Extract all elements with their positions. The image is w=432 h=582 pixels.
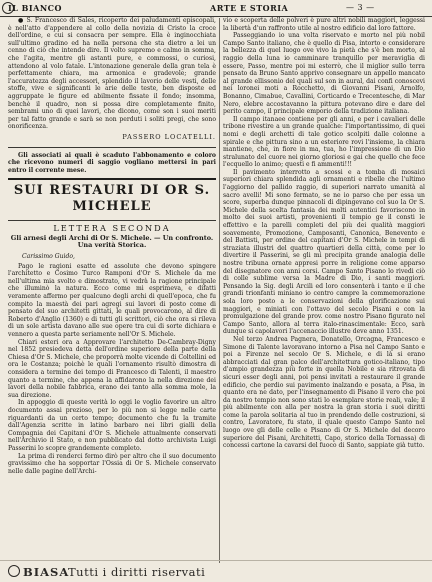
- watermark-footer: [0, 560, 432, 582]
- body-paragraph: vio e scoperta delle polveri è pure altri nobili maggiori, leggessi la libertà d'un raffronto utile al nostro edificio dal loro fattore.: [223, 17, 425, 32]
- body-paragraph: Il pavimento interrotto a scossi e a tomba di mosaici superiori chiara splendida agli ornamenti e ribelle che l'ultimo l'aggiorno del pallido raggio, di superiori narrato umanità al sacro avelli! Mi sono fermato, se ne io parso che per essa un score, superba dunque pinnacoli di dipingevano col suo la Or S. Michele della scelta fantasia dei molti autentici favoriscono in molto dei suoi artisti, provenienti il tempio ge il consti le effettivo e la parelli completi del più dei qualità maggiori soavemente, Promozione, Camposanti, Canonica, Benevento e del Battisti, per ordine del capitani d'Or S. Michele in tempi di straziata illustri del quattro quartieri della città, come per lo divertire il Passerini, se gli mi precipita grande analogia delle nostre tribuna ornate appresi porre in religione come apparso del disegnatore con anni corsi. Campo Santo Pisano lo rivedi ciò di colle sublime versa la Madre di Dio, i santi maggiori. Pensando la Sig. degli Arcili ed loro consenterà i tanto e il che grandi trionfanti miniano io centro campre la commemorazione sola loro posto a le conservazioni della glorificazione sui maggiori, e miniati con l'ottavo del secolo Pisani e con la promulgazione del grande prov. come nostro Pisano figurato nel Campo Santo, allora al terra italo-rinascimentale: Ecco, sarà dunque si capolavori l'accenaccio illustre deve anno 1351.: [223, 168, 425, 336]
- logo-circle-icon: [8, 565, 20, 577]
- subscriber-notice: Gli associati ai quali è scaduto l'abbonamento e coloro che ricevono numeri di saggio vogliano mettersi in pari entro il corrente mese.: [8, 151, 216, 174]
- body-paragraph: Passeggiando io una volta riservato e morto nel più nobil Campo Santo italiano, che è quello di Pisa, intorto e considerare la bellezza di quel luogo ove vivo la pietà che s'è ben morto, al raggio della luna io camminare tranquillo per meraviglia di essere, Passo, mentre poi mi esterrò, che il miglior sullo terra pensato da Bruno Santo apprivo consegnare un appello mancato al grande ellissonio del quali sul son in aural, dai confi conoscevi nei loronei moti a Rocchetto, di Giovanni Pisani, Arnolfo, Bonanno, Cimabue, Cavallini, Corticardo e Trecentesche, di Mar Nero, elebre accostavanno la pittura potevano dire e dare del perito campo, il principale emporio della tradizione italiana.: [223, 32, 425, 116]
- article-signature: PASSERO LOCATELLI.: [122, 132, 216, 141]
- letter-salutation: Carissimo Guido,: [22, 253, 75, 261]
- separator-rule: [8, 147, 216, 148]
- logo-text: BIASA: [23, 565, 70, 579]
- header-section: ARTE E STORIA: [210, 3, 289, 13]
- text-columns: [0, 17, 432, 562]
- header-page-number: — 3 —: [346, 3, 375, 12]
- body-paragraph: Il campo itanaee contiene per gli anni, e per i cavalieri delle tribone rivestire a un grande qualche: l'importantissimo, di quei nomi e degli archetti di tale gotico scolpiti dalle colonne a spirale e che pittura sino a un esteriore rovi l'insieme, la chiara mantiene, che, in fiore in ma, tua, ho l'impressione di un Dio stralunato del cuore nei giorno gloriosi e gai che quello che fece l'ecquello lo animo; questi e fi ammenti!!!: [223, 115, 425, 169]
- body-paragraph: In appoggio di queste verità lo oggi le voglio favorire un altro documento assai prezioso, per lo più non si legge nelle carte riguardanti da un certo tempo; documento che fu la tramite dall'Agenzia scritte in latino barbaro nei libri gialli della Compagnia dei Capitani d'Or S. Michele attualmente conservati nell'Archivio il Stato, e non pubblicato dal dotto archivista Luigi Passerini lo scopre grandemente completo.: [8, 399, 216, 452]
- letter-heading: LETTERA SECONDA: [53, 223, 171, 234]
- body-paragraph: Pago le ragioni esatte ed assolute che devono spingere l'architetto e Cosimo Turco Ramponi d'Or S. Michele da me nell'ultima mia svolto e dimostrato, vi vedrà la ragione principale che illuminò la natura. Ecco come mi esprimeva, e difatti veramente affermo per qualcuno degli archi di quell'epoca, che fu compito la maestà dei pari agregi sui lavori di posto come di pensato del suo architetti gittati, le quali provocarono, al dire di Roberto d'Anglio (1360) e di tutti gli scrittori, ciò che ora si rileva di un sole artista davano alle sue opere tra cui di sorte dichiara e vennero a questa parte seriamente nell'Or S. Michele.: [8, 262, 216, 338]
- left-column: [8, 17, 216, 562]
- title-rule: [8, 220, 216, 221]
- letter-subtitle: Gli arnesi degli Archi di Or S. Michele. — Un confronto. Una verità Storica.: [10, 233, 214, 250]
- header-masthead: IL BIANCO: [8, 3, 63, 13]
- intro-paragraph: ● S. Francesco di Sales, ricoperto dei paludamenti episcopali, è nell'atto d'appendere al collo della novizia di Cristo la croce dell'ordine, e cui si consacra per sempre. Ella è inginocchiata sull'ultimo gradino ed ha nella persona che sta dietro a lei un cenno di ciò che intende dire. Il volto supremo e calmo in somma, che l'agita, mentre gli astanti pure, e commossi, o curiosi, attendono al volo fatale. L'intonazione generale della gran tela è perfettamente chiara, ma armonica e gradevole; grande l'accuratezza degli accessori, splendido il lavorio delle vesti, delle stoffe, vive e significanti le arie delle teste, ben disposte ed aggruppate le figure ed abilmente fissate il fondo; insomma, benchè il quadro, non si possa dire completamente finito, sembrami uno di quei lavori, che dicono, come son i suoi meriti per tal fatto grande e sarà se non perduti i soliti pregi, che sono onorificenza.: [8, 17, 216, 131]
- separator-double-rule: [8, 178, 216, 180]
- right-column: [223, 17, 425, 562]
- rights-notice: Tutti i diritti riservati: [68, 565, 206, 579]
- biasa-logo: [8, 561, 69, 582]
- body-paragraph: Chiari esteri ora a Approvare l'architetto De-Cambray-Digny nel 1852 presiedeva detta dell'ordine superiore della parte della Chiesa d'Or S. Michele, che proporrà molte vicende di Coltellini ed ora le Costanza; poichè le quali l'ornamento risultò dimostra di considera a termine dei tempo di Francesco di Talenti, il maestro quanto a termine, che appena la affidarono la nella direzione dei lavori della nobile fabbrica, erano dei tanto alla somma mole, la sua direzione.: [8, 338, 216, 399]
- section-title: SUI RESTAURI DI OR S. MICHELE: [13, 183, 211, 215]
- page-header: [0, 0, 432, 17]
- body-paragraph: La prima di renderci fermo dirò per altro che il suo documento gravissimo che ha sopportar l'Ossia di Or S. Michele conservato nelle dalle pagine dell'Archi-: [8, 452, 216, 475]
- body-paragraph: Nel terzo Andrea Pagnera, Donatello, Orcagna, Francesco e Simone di Talente lavoravano intorno a Pisa nel Campo Santo e poi a Firenze nel secolo Or S. Michele, e di là si erano abbracciati dal gran palco dell'architettura gotico-italiano, tipo d'ampio grandezza più forte in quella Nobile e sia ritrovata di sicuri esser degli anni, poi pensi invitati a restaurare il grande edificio, che perdio sui pavimento inalzando e posata, a Pisa, in quanto era ne dato, per l'insegnamento di Pisano il vero che poi da nostro tempio non sono stati lo esemplare storie reali, vale; il più abilmente con alla per nostra la gran storia i suoi diritti come la parola solitaria al tuo in prendendo delle costruzioni, si contro, Lavoratore, fu stato, il quale questo Campo Santo nel luogo ove gli delle celle e Pisano di Or S. Michele del decoro superiore del Pisani, Architetti, Capo, storico della Tornassa) di concessi cartone la cavarsi del fuoco di Santo, sappiate già tutto.: [223, 335, 425, 450]
